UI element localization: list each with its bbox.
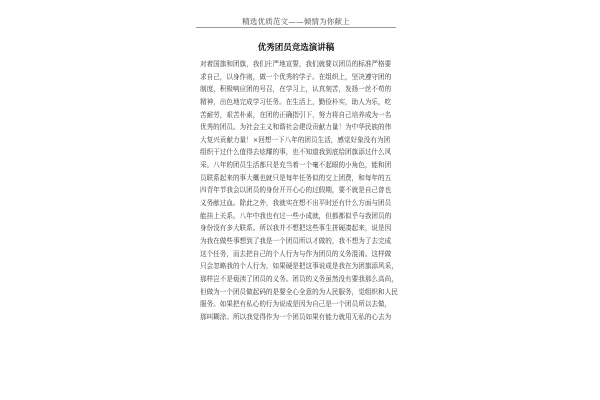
body-line: 采。八年的团员生活都只是充当着一个毫不起眼的小角色，能和团: [200, 161, 392, 170]
body-line: 身份没有多大联系。所以我并不想把这些事生拼硬凑起来，说是因: [200, 224, 392, 233]
body-line: 组织干过什么值得去炫耀的事，也不知道我到底给团旗添过什么风: [200, 148, 392, 157]
body-line: 但做为一个团员做起码的是要全心全意的为人民服务，觉组织和人民: [200, 287, 398, 296]
body-line: 精神，出色地完成学习任务。在生活上，勤俭朴实，助人为乐，吃: [200, 97, 392, 106]
body-line: 那样岂不是亵渎了团员的义务。团员的义务虽然没有要我那么高尚，: [200, 274, 398, 283]
page-header: 精选优质范文——倾情为你献上: [242, 17, 350, 26]
body-line: 那叫糊涂。所以我觉得作为一个团员如果有能力就用无私的心去为: [200, 312, 392, 321]
body-line: 苦耐劳，艰苦朴素，在团的正确指引下，努力将自己培养成为一名: [200, 110, 392, 119]
body-line: 大复兴贡献力量！×回想一下八年的团员生活，感觉好象没有为团: [200, 135, 391, 144]
body-line: 这个任务，而去把自己的个人行为与作为团员的义务混淆。这样做: [200, 249, 392, 258]
body-line: 制度，积极响应团的号召，在学习上，认真刻苦，发扬一丝不苟的: [200, 85, 392, 94]
document-body: [200, 58, 400, 323]
document-title: 优秀团员竞选演讲稿: [257, 43, 335, 53]
body-line: 员联系起来的事大概也就只是每年任务似的交上团费，和每年的五: [200, 173, 392, 182]
header-divider: [196, 27, 396, 28]
body-line: 求自己，以身作则，做一个优秀的学子。在组织上，坚决遵守团的: [200, 72, 392, 81]
body-line: 优秀的团员。为社会主义和谐社会建设贡献力量！为中华民族的伟: [200, 123, 392, 132]
body-line: 能挂上关系。八年中我也有过一些小成就，但都都似乎与我团员的: [200, 211, 392, 220]
body-line: 义务献过血。除此之外，我就实在想不出平时还有什么方面与团员: [200, 199, 392, 208]
body-line: 对着国旗和团旗，我们庄严地宣誓，我们就要以团员的标准严格要: [200, 60, 392, 68]
body-line: 为我在做些事想到了我是一个团员所以才做的，我不想为了去完成: [200, 236, 392, 245]
body-line: 服务。如果把有私心的行为说成是因为自己是一个团员所以去做，: [200, 300, 392, 309]
body-line: 四青年节我会以团员的身份开开心心的过假期，要不就是自己曾也: [200, 186, 392, 195]
body-line: 只会忽略我的个人行为，如果硬是把这事说成是我在为团旗添风采，: [200, 262, 398, 271]
